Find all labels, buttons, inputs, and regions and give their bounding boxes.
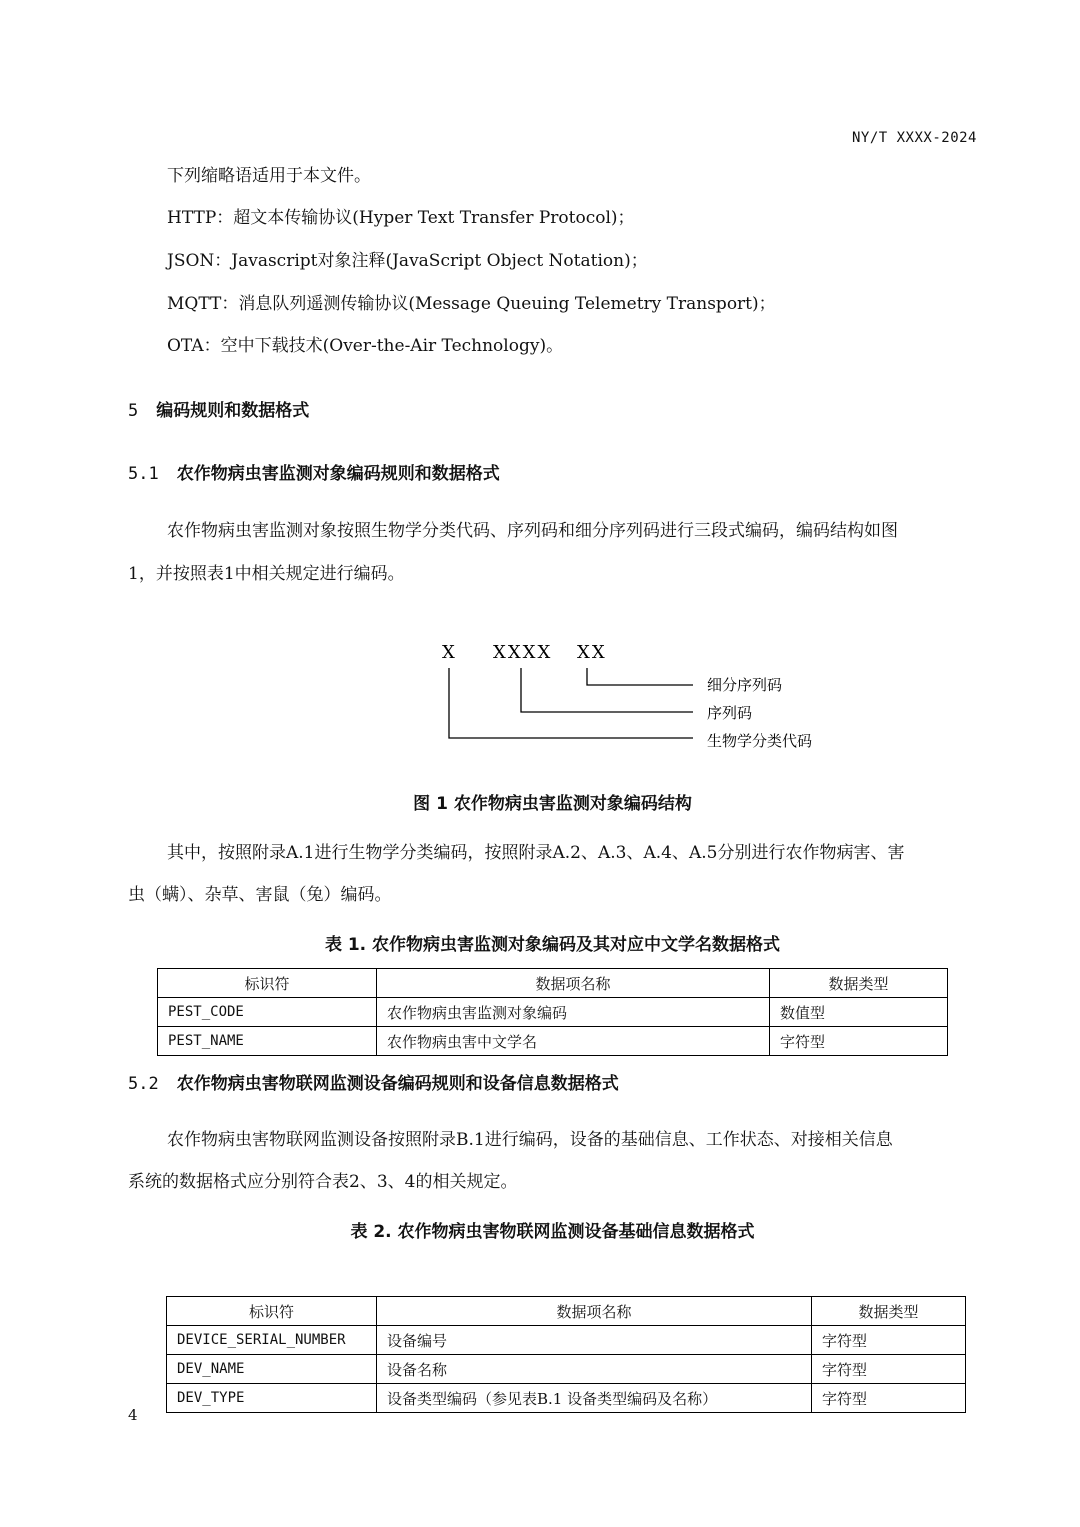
section-5-2-heading (128, 1069, 619, 1094)
table-header-row (158, 969, 948, 998)
identifier-cell: PEST_NAME (158, 1027, 377, 1056)
paragraph-line: 农作物病虫害物联网监测设备按照附录B.1进行编码，设备的基础信息、工作状态、对接相关信息 (167, 1130, 893, 1150)
segment-bio-code: X (442, 642, 457, 663)
section-title: 编码规则和数据格式 (156, 401, 310, 421)
standard-code: NY/T XXXX-2024 (851, 130, 977, 146)
table-caption: 表 2. 农作物病虫害物联网监测设备基础信息数据格式 (350, 1222, 755, 1242)
header-cell: 数据项名称 (377, 1297, 812, 1326)
table-1 (157, 968, 948, 1056)
name-cell: 设备编号 (377, 1326, 812, 1355)
type-cell: 字符型 (812, 1355, 966, 1384)
header-cell: 数据类型 (770, 969, 948, 998)
leader-line-sub-serial (587, 668, 693, 685)
table-row (167, 1326, 966, 1355)
header-cell: 标识符 (158, 969, 377, 998)
table-header-row (167, 1297, 966, 1326)
abbrev-intro: 下列缩略语适用于本文件。 (167, 166, 371, 186)
abbrev-item-ota: OTA：空中下载技术(Over-the-Air Technology)。 (167, 336, 564, 356)
paragraph-line: 其中，按照附录A.1进行生物学分类编码，按照附录A.2、A.3、A.4、A.5分别进行农作物病害、害 (167, 843, 905, 863)
segment-sub-serial: XX (577, 642, 607, 663)
paragraph-line: 系统的数据格式应分别符合表2、3、4的相关规定。 (128, 1172, 518, 1192)
table-caption: 表 1. 农作物病虫害监测对象编码及其对应中文学名数据格式 (324, 935, 781, 955)
type-cell: 字符型 (812, 1384, 966, 1413)
name-cell: 农作物病虫害监测对象编码 (377, 998, 770, 1027)
abbrev-item-json: JSON：Javascript对象注释(JavaScript Object Notation)； (167, 251, 648, 271)
paragraph-line: 1，并按照表1中相关规定进行编码。 (128, 564, 405, 584)
name-cell: 农作物病虫害中文学名 (377, 1027, 770, 1056)
section-number: 5.1 (128, 464, 159, 484)
paragraph-line: 农作物病虫害监测对象按照生物学分类代码、序列码和细分序列码进行三段式编码，编码结构如图 (167, 521, 898, 541)
section-5-heading (128, 396, 309, 421)
label-bio: 生物学分类代码 (707, 732, 813, 750)
label-sub-serial: 细分序列码 (707, 676, 783, 694)
paragraph-line: 虫（螨）、杂草、害鼠（兔）编码。 (128, 885, 392, 905)
section-5-1-heading (128, 459, 500, 484)
table-row (167, 1384, 966, 1413)
leader-line-bio (449, 668, 693, 738)
identifier-cell: DEV_NAME (167, 1355, 377, 1384)
type-cell: 字符型 (812, 1326, 966, 1355)
abbrev-item-mqtt: MQTT：消息队列遥测传输协议(Message Queuing Telemetry Transport)； (167, 294, 776, 314)
leader-line-serial (521, 668, 693, 712)
name-cell: 设备类型编码（参见表B.1 设备类型编码及名称） (377, 1384, 812, 1413)
section-title: 农作物病虫害物联网监测设备编码规则和设备信息数据格式 (176, 1074, 619, 1094)
header-cell: 数据类型 (812, 1297, 966, 1326)
header-cell: 标识符 (167, 1297, 377, 1326)
table-2 (166, 1296, 966, 1413)
name-cell: 设备名称 (377, 1355, 812, 1384)
type-cell: 数值型 (770, 998, 948, 1027)
identifier-cell: PEST_CODE (158, 998, 377, 1027)
section-number: 5.2 (128, 1074, 159, 1094)
identifier-cell: DEVICE_SERIAL_NUMBER (167, 1326, 377, 1355)
page-number: 4 (128, 1406, 138, 1424)
section-title: 农作物病虫害监测对象编码规则和数据格式 (176, 464, 500, 484)
table-row (167, 1355, 966, 1384)
segment-serial: XXXX (493, 642, 553, 663)
abbrev-item-http: HTTP：超文本传输协议(Hyper Text Transfer Protocol)； (167, 208, 635, 228)
identifier-cell: DEV_TYPE (167, 1384, 377, 1413)
table-row (158, 1027, 948, 1056)
type-cell: 字符型 (770, 1027, 948, 1056)
label-serial: 序列码 (707, 704, 753, 722)
section-number: 5 (128, 401, 139, 421)
figure-caption: 图 1 农作物病虫害监测对象编码结构 (413, 794, 692, 814)
coding-structure-diagram (400, 630, 860, 760)
header-cell: 数据项名称 (377, 969, 770, 998)
table-row (158, 998, 948, 1027)
